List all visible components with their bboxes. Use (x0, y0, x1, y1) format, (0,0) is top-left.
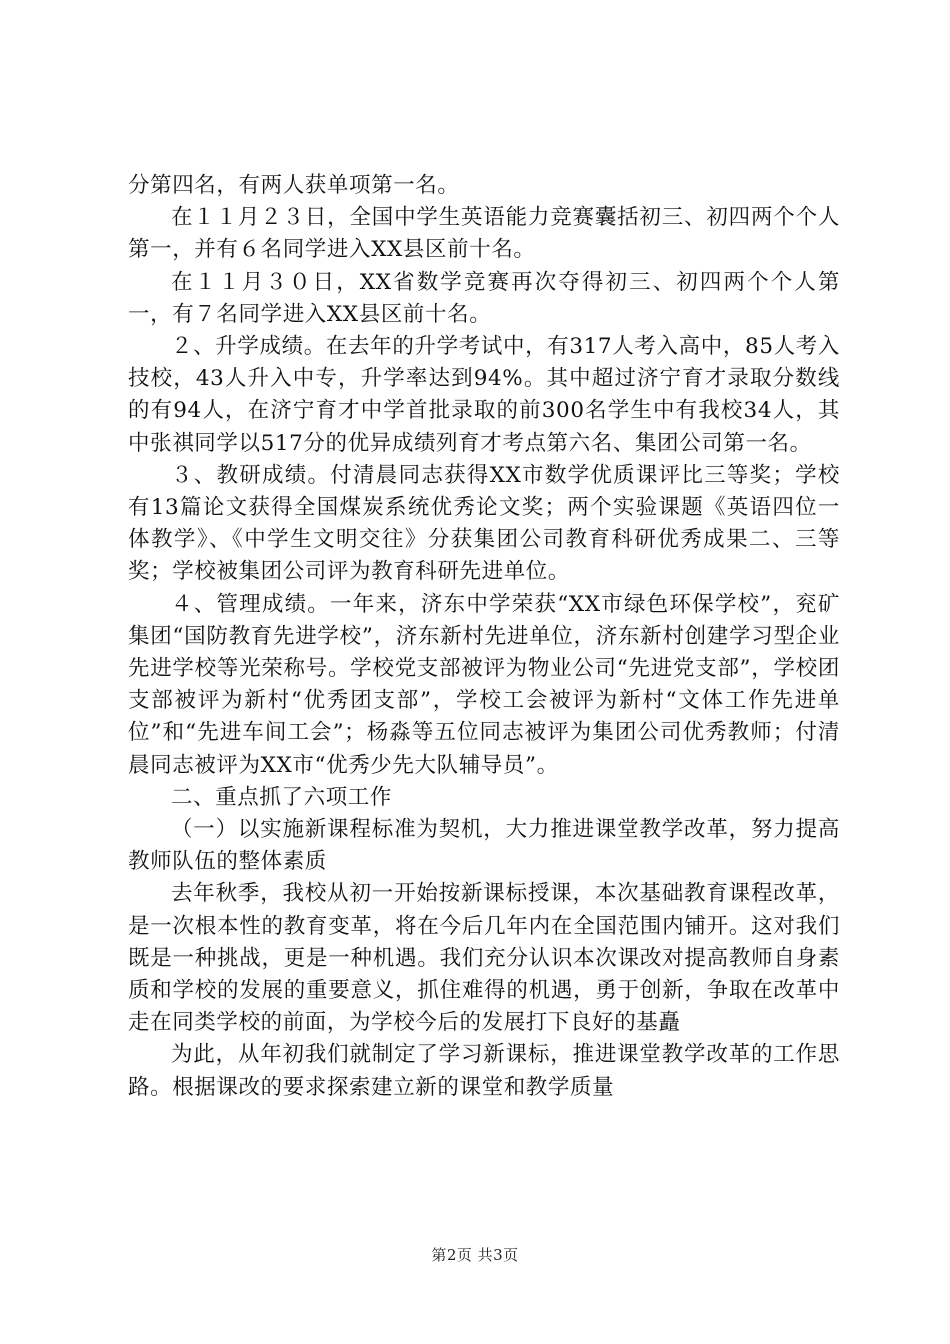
paragraph-2: 在１１月２３日，全国中学生英语能力竞赛囊括初三、初四两个个人第一，并有６名同学进入XX县区前十名。 (128, 205, 840, 263)
subsection-heading: （一）以实施新课程标准为契机，大力推进课堂教学改革，努力提高教师队伍的整体素质 (128, 817, 840, 875)
section-heading: 二、重点抓了六项工作 (171, 784, 393, 810)
paragraph-4: ２、升学成绩。在去年的升学考试中，有317人考入高中，85人考入技校，43人升入中专，升学率达到94%。其中超过济宁育才录取分数线的有94人，在济宁育才中学首批录取的前300名学生中有我校34人，其中张祺同学以517分的优异成绩列育才考点第六名、集团公司第一名。 (128, 334, 840, 456)
paragraph-10: 为此，从年初我们就制定了学习新课标，推进课堂教学改革的工作思路。根据课改的要求探索建立新的课堂和教学质量 (128, 1042, 840, 1100)
paragraph-1: 分第四名，有两人获单项第一名。 (128, 173, 460, 198)
paragraph-6: ４、管理成绩。一年来，济东中学荣获“XX市绿色环保学校”，兖矿集团“国防教育先进学校”，济东新村先进单位，济东新村创建学习型企业先进学校等光荣称号。学校党支部被评为物业公司“先进党支部”，学校团支部被评为新村“优秀团支部”，学校工会被评为新村“文体工作先进单位”和“先进车间工会”；杨淼等五位同志被评为集团公司优秀教师；付清晨同志被评为XX市“优秀少先大队辅导员”。 (128, 591, 840, 778)
paragraph-5: ３、教研成绩。付清晨同志获得XX市数学优质课评比三等奖；学校有13篇论文获得全国煤炭系统优秀论文奖；两个实验课题《英语四位一体教学》、《中学生文明交往》分获集团公司教育科研优秀成果二、三等奖；学校被集团公司评为教育科研先进单位。 (128, 462, 840, 585)
paragraph-9: 去年秋季，我校从初一开始按新课标授课，本次基础教育课程改革，是一次根本性的教育变革，将在今后几年内在全国范围内铺开。这对我们既是一种挑战，更是一种机遇。我们充分认识本次课改对提高教师自身素质和学校的发展的重要意义，抓住难得的机遇，勇于创新，争取在改革中走在同类学校的前面，为学校今后的发展打下良好的基矗 (128, 881, 840, 1036)
paragraph-3: 在１１月３０日，XX省数学竞赛再次夺得初三、初四两个个人第一，有７名同学进入XX县区前十名。 (128, 269, 840, 327)
page-number-footer: 第2页 共3页 (431, 1246, 519, 1264)
document-body (128, 170, 840, 1104)
